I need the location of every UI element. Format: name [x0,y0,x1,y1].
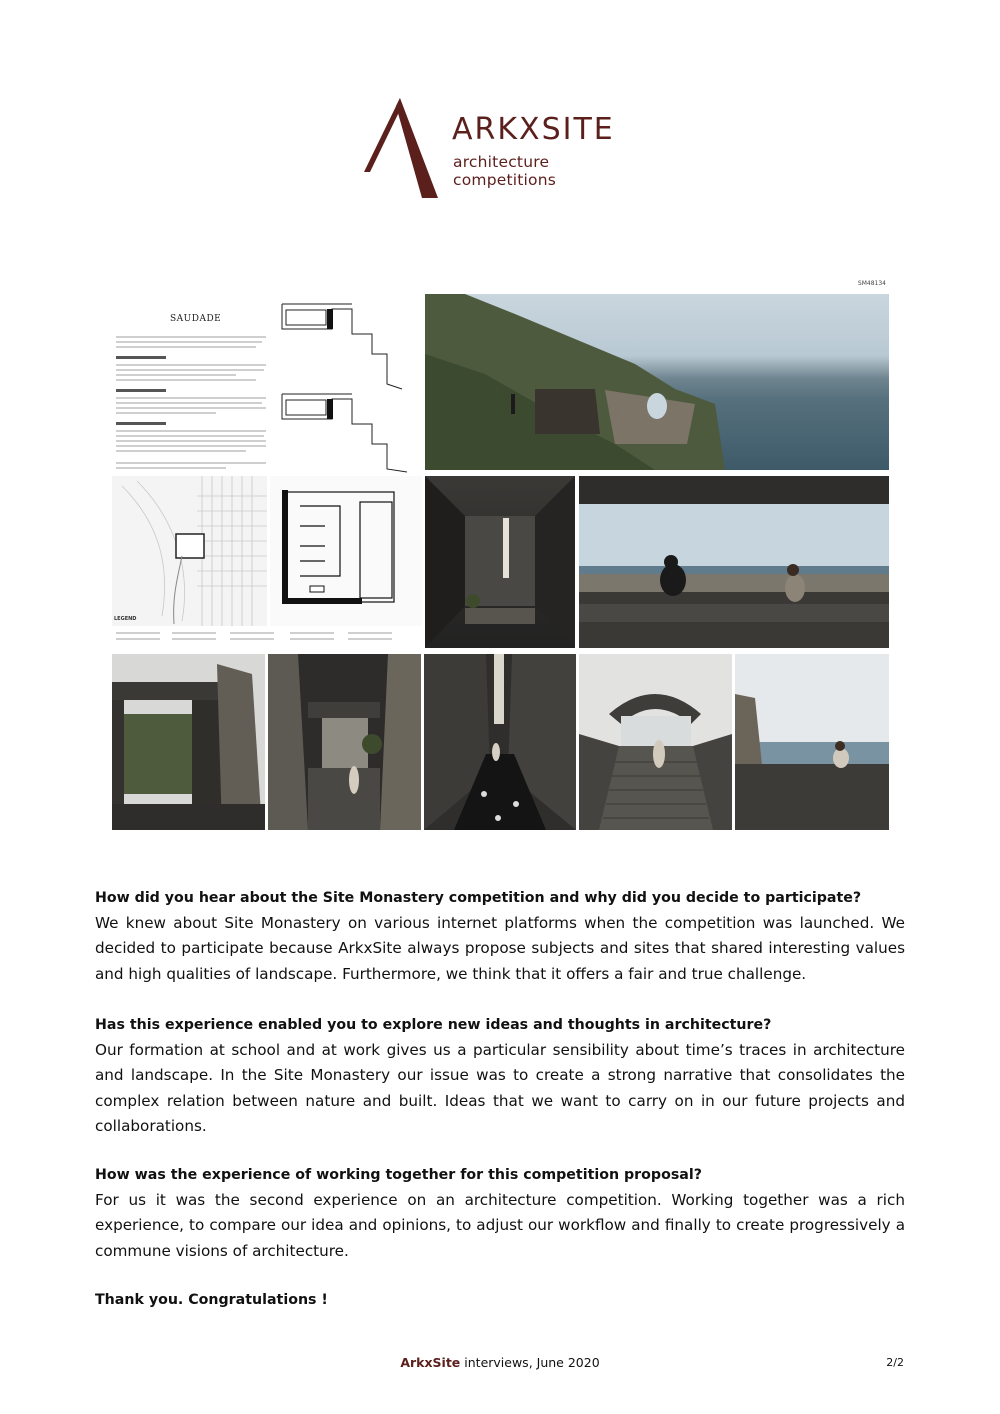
board-text-panel [112,294,270,474]
answer-3: For us it was the second experience on an architecture competition. Working together was a rich experience, to compare our idea and opinions, to adjust our workflow and finally to create progressively a commune visions of architecture. [95,1191,905,1260]
page-number: 2/2 [886,1356,904,1369]
seaside-terrace-render [735,654,889,830]
footer-brand: ArkxSite [400,1355,461,1370]
qa-block-1 [95,886,905,987]
site-plan [112,476,267,626]
answer-2: Our formation at school and at work gives us a particular sensibility about time’s traces in architecture and landscape. In the Site Monastery our issue was to create a strong narrative that consolidates the complex relation between nature and built. Ideas that we want to carry on in our future projects and collaborations. [95,1041,905,1135]
entrance-render [112,654,265,830]
closing-thanks: Thank you. Congratulations ! [95,1292,328,1308]
logo-triangle-icon [362,96,442,200]
board-legend [112,628,422,650]
question-1: How did you hear about the Site Monastery competition and why did you decide to participate? [95,890,862,906]
legend-label: LEGEND [114,616,137,622]
cliff-render-photo [425,294,889,470]
arch-stairs-render [579,654,732,830]
qa-block-3 [95,1163,905,1264]
board-code: SM48134 [857,280,886,287]
interior-light-render [425,476,575,648]
water-corridor-render [424,654,576,830]
competition-board [112,280,890,835]
question-3: How was the experience of working together for this competition proposal? [95,1167,702,1183]
question-2: Has this experience enabled you to explore new ideas and thoughts in architecture? [95,1017,772,1033]
board-title: SAUDADE [170,314,222,324]
footer-text: interviews, June 2020 [460,1355,600,1370]
answer-1: We knew about Site Monastery on various internet platforms when the competition was launched. We decided to participate because ArkxSite always propose subjects and sites that shared interesting values and high qualities of landscape. Furthermore, we think that it offers a fair and true challenge. [95,914,905,983]
logo-brand-text: ARKXSITE [452,112,615,147]
logo-tagline: architecture competitions [453,153,557,189]
arkxsite-logo [362,96,652,200]
section-drawings [272,294,422,474]
sea-view-render [579,476,889,648]
qa-block-2 [95,1013,905,1139]
stair-passage-render [268,654,421,830]
floor-plan [114,476,422,626]
